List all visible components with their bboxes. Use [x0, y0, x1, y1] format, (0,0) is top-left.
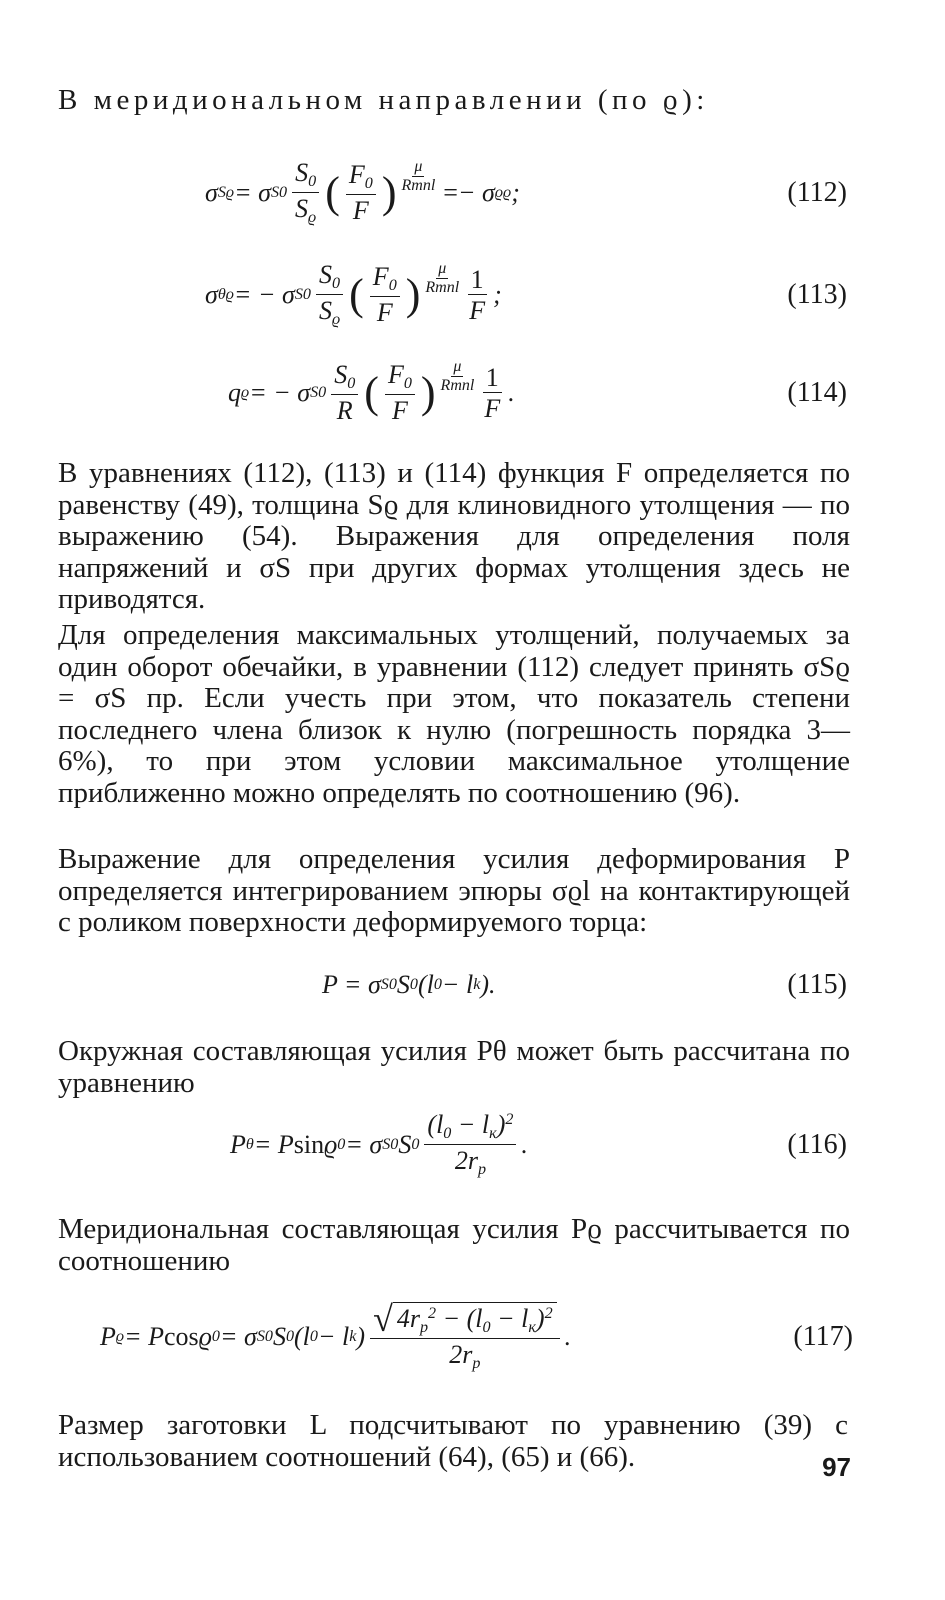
equation-number: (117): [793, 1321, 853, 1352]
paragraph: Выражение для определения усилия деформирования P определяется интегрированием эпюры σϱl на контактирующей с роликом поверхности деформируемого торца:: [58, 843, 850, 938]
equation-116: [0, 1110, 945, 1180]
paragraph: Меридиональная составляющая усилия Pϱ рассчитывается по соотношению: [58, 1213, 850, 1277]
equation-116-body: P θ = P sin ϱ 0 = σ S0 S 0 $\frac{(l_0 - l_к)^2}{2r_р}$ .: [230, 1110, 528, 1178]
equation-115-body: P = σ S0 S 0 (l 0 − l k ).: [322, 970, 496, 999]
equation-114: [0, 358, 945, 428]
equation-number: (113): [787, 279, 847, 310]
equation-113-body: σ θϱ = − σ S0 $\frac{S_0}{S_ϱ}$ ( $\frac{F_0}{F}$ ) μ Rmnl $\frac{1}{F}$ ;: [205, 259, 502, 328]
equation-number: (112): [787, 177, 847, 208]
page-number: 97: [822, 1452, 851, 1482]
equation-117: [0, 1299, 945, 1373]
equation-112: [0, 158, 945, 228]
equation-113: [0, 260, 945, 330]
paragraph: Размер заготовки L подсчитывают по уравнению (39) с использованием соотношений (64), (65) и (66).: [58, 1409, 848, 1473]
paragraph: В уравнениях (112), (113) и (114) функция F определяется по равенству (49), толщина Sϱ для клиновидного утолщения — по выражению (54). Выражения для определения поля напряжений и σS при других формах утолщения здесь не приводятся.: [58, 457, 850, 615]
paragraph: Для определения максимальных утолщений, получаемых за один оборот обечайки, в уравнении (112) следует принять σSϱ = σS пр. Если учесть при этом, что показатель степени последнего члена близок к нулю (погрешность порядка 3—6%), то при этом условии максимальное утолщение приближенно можно определять по соотношению (96).: [58, 619, 850, 809]
equation-115: [0, 950, 945, 1020]
equation-number: (114): [787, 377, 847, 408]
equation-number: (116): [787, 1129, 847, 1160]
intro-line: В меридиональном направлении (по ϱ):: [58, 84, 709, 116]
equation-112-body: σ Sϱ = σ S0 $\frac{S_0}{S_ϱ}$ ( $\frac{F_0}{F}$ ) μ Rmnl = − σ ϱϱ ;: [205, 157, 520, 226]
equation-117-body: P ϱ = P cos ϱ 0 = σ S0 S 0 (l 0 − l k ) √ $4r_р^2 - (l_0 - l_к)^2$ $2r_р$ .: [100, 1299, 572, 1373]
paragraph: Окружная составляющая усилия Pθ может быть рассчитана по уравнению: [58, 1035, 850, 1099]
equation-number: (115): [787, 969, 847, 1000]
equation-114-body: q ϱ = − σ S0 $\frac{S_0}{R}$ ( $\frac{F_0}{F}$ ) μ Rmnl $\frac{1}{F}$ .: [228, 357, 515, 426]
